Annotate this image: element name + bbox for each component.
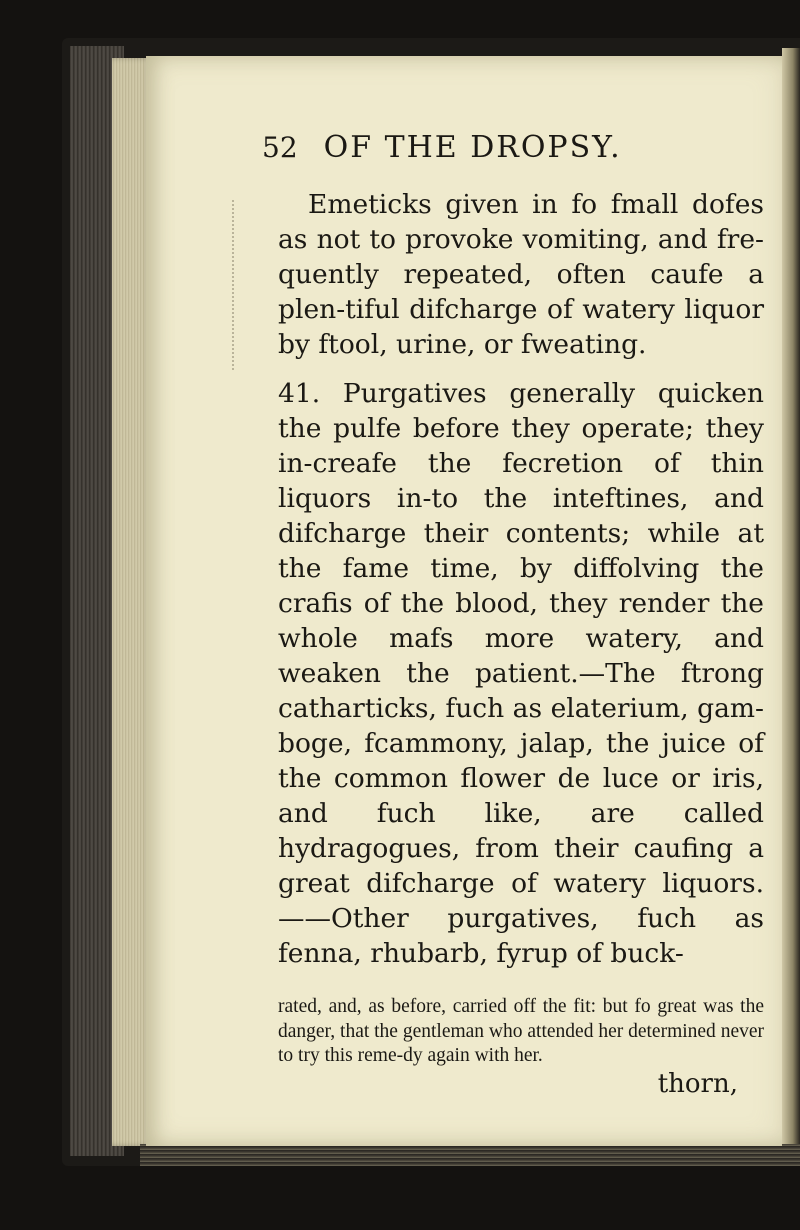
right-page-edge [782, 48, 800, 1158]
margin-marks [232, 200, 248, 370]
paragraph-emeticks: Emeticks given in fo fmall dofes as not to provoke vomiting, and fre-quently repeated, often caufe a plen-tiful difcharge of watery liquor by ftool, urine, or fweating. [278, 189, 764, 360]
bottom-page-edge [140, 1144, 800, 1166]
catchword: thorn, [657, 1068, 738, 1099]
paragraph-purgatives: 41. Purgatives generally quicken the pulfe before they operate; they in-creafe the fecretion of thin liquors in-to the inteftines, and difcharge their contents; while at the fame time, by diffolving the crafis of the blood, they render the whole mafs more watery, and weaken the patient.—The ftrong catharticks, fuch as elaterium, gam-boge, fcammony, jalap, the juice of the common flower de luce or iris, and fuch like, are called hydragogues, from their caufing a great difcharge of watery liquors.——Other purgatives, fuch as fenna, rhubarb, fyrup of buck- [278, 378, 764, 969]
footnote: rated, and, as before, carried off the fit: but fo great was the danger, that the gentleman who attended her determined never to try this reme-dy again with her. [278, 996, 764, 1066]
page-text [262, 130, 764, 1099]
running-head: OF THE DROPSY. [323, 130, 622, 165]
page-number: 52 [262, 131, 298, 164]
page-header [262, 130, 764, 165]
